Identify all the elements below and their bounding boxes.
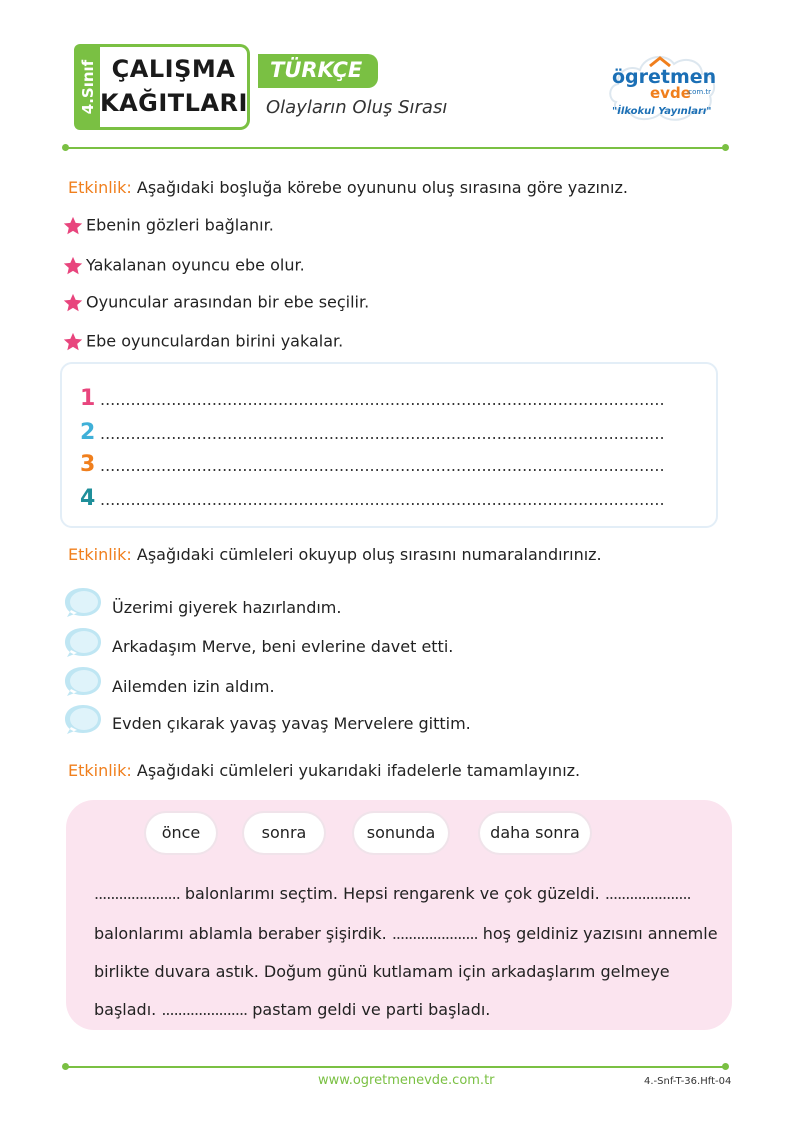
blank-input[interactable]: ..................... [391, 924, 478, 943]
logo-brand: ögretmen [612, 66, 717, 88]
answer-dots: ............................................................................................................... [100, 424, 665, 443]
subject-tab [258, 54, 378, 88]
topic-title: Olayların Oluş Sırası [266, 97, 448, 118]
sentence: Ailemden izin aldım. [112, 677, 275, 696]
number-bubble-input[interactable] [64, 586, 102, 618]
number-bubble-input[interactable] [64, 665, 102, 697]
grade-label: 4.Sınıf [79, 59, 97, 115]
activity-1-instruction [68, 178, 628, 197]
number-icon: 3 [80, 452, 96, 477]
answer-line[interactable] [80, 486, 700, 511]
item-text: Ebenin gözleri bağlanır. [86, 215, 274, 235]
number-bubble-input[interactable] [64, 626, 102, 658]
logo-brand-2: evde [650, 84, 691, 102]
header-divider [66, 147, 726, 149]
item-text: Ebe oyunculardan birini yakalar. [86, 331, 344, 351]
list-item [62, 331, 343, 353]
word-chip: sonra [244, 813, 324, 853]
list-item [62, 292, 369, 314]
activity-3-instruction [68, 761, 580, 780]
item-text: Yakalanan oyuncu ebe olur. [86, 255, 305, 275]
grade-tab [74, 44, 102, 130]
number-icon: 2 [80, 420, 96, 445]
divider-dot-left [62, 144, 69, 151]
answer-dots: ............................................................................................................... [100, 390, 665, 409]
activity-label: Etkinlik: [68, 178, 132, 197]
list-item [62, 215, 274, 237]
sentence: Üzerimi giyerek hazırlandım. [112, 598, 342, 617]
paragraph-text: balonlarımı ablamla beraber şişirdik. [94, 924, 392, 943]
activity-2-instruction [68, 545, 602, 564]
number-icon: 4 [80, 486, 96, 511]
star-icon [62, 331, 84, 353]
title-line-1: ÇALIŞMA [111, 55, 236, 83]
logo-domain: .com.tr [686, 88, 712, 96]
star-icon [62, 215, 84, 237]
answer-dots: ............................................................................................................... [100, 456, 665, 475]
answer-line[interactable] [80, 452, 700, 477]
blank-input[interactable]: ..................... [94, 884, 180, 903]
paragraph-line [94, 962, 670, 981]
answer-line[interactable] [80, 386, 700, 411]
footer-code: 4.-Snf-T-36.Hft-04 [644, 1076, 732, 1087]
paragraph-text: hoş geldiniz yazısını annemle [477, 924, 718, 943]
activity-text: Aşağıdaki cümleleri yukarıdaki ifadelerle tamamlayınız. [136, 761, 581, 780]
blank-input[interactable]: ..................... [161, 1000, 248, 1019]
answer-box [60, 362, 718, 528]
word-chip: önce [146, 813, 216, 853]
divider-dot-right [722, 144, 729, 151]
number-bubble-input[interactable] [64, 703, 102, 735]
divider-dot-left [62, 1063, 69, 1070]
blank-input[interactable]: ..................... [604, 884, 691, 903]
paragraph-text: pastam geldi ve parti başladı. [247, 1000, 491, 1019]
sentence: Evden çıkarak yavaş yavaş Mervelere gittim. [112, 714, 471, 733]
publisher-logo [606, 44, 720, 130]
activity-text: Aşağıdaki boşluğa körebe oyununu oluş sırasına göre yazınız. [136, 178, 628, 197]
item-text: Oyuncular arasından bir ebe seçilir. [86, 292, 370, 312]
activity-text: Aşağıdaki cümleleri okuyup oluş sırasını numaralandırınız. [136, 545, 602, 564]
worksheet-title [100, 44, 250, 130]
activity-label: Etkinlik: [68, 545, 132, 564]
paragraph-text: başladı. [94, 1000, 162, 1019]
paragraph-line [94, 1000, 490, 1019]
paragraph-line [94, 884, 691, 903]
answer-line[interactable] [80, 420, 700, 445]
word-chip: sonunda [354, 813, 448, 853]
star-icon [62, 292, 84, 314]
subject-label: TÜRKÇE [270, 58, 363, 82]
footer-link[interactable]: www.ogretmenevde.com.tr [318, 1073, 495, 1088]
activity-label: Etkinlik: [68, 761, 132, 780]
word-chip: daha sonra [480, 813, 590, 853]
paragraph-text: birlikte duvara astık. Doğum günü kutlamam için arkadaşlarım gelmeye [94, 962, 670, 981]
number-icon: 1 [80, 386, 96, 411]
footer-divider [66, 1066, 726, 1068]
star-icon [62, 255, 84, 277]
paragraph-text: balonlarımı seçtim. Hepsi rengarenk ve çok güzeldi. [179, 884, 605, 903]
fill-in-box [66, 800, 732, 1030]
answer-dots: ............................................................................................................... [100, 490, 665, 509]
title-line-2: KAĞITLARI [100, 89, 248, 117]
sentence: Arkadaşım Merve, beni evlerine davet etti. [112, 637, 454, 656]
divider-dot-right [722, 1063, 729, 1070]
logo-tagline: "İlkokul Yayınları" [612, 106, 712, 117]
list-item [62, 255, 305, 277]
paragraph-line [94, 924, 718, 943]
